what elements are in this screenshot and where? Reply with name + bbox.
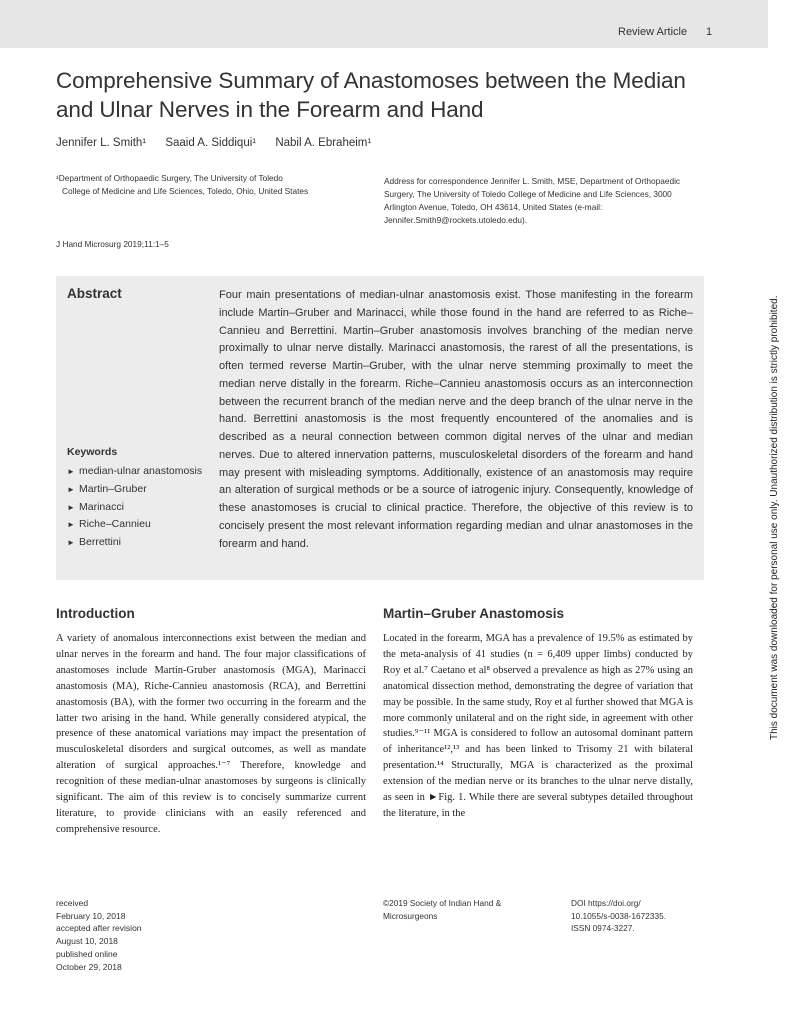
introduction-text: A variety of anomalous interconnections exist between the median and ulnar nerves in the forearm and hand. The four major classifications of anastomoses include Martin-Gruber anastomosis (MGA), Marinacci anastomosis (MA), Riche-Cannieu anastomosis (RCA), and Berrettini anastomosis (BA), with the former two occurring in the forearm and the latter two arising in the hand. While generally considered atypical, the presence of these anatomical variations may impact the presentation of musculoskeletal disorders and surgical outcomes, as well as mandate alteration of surgical approaches.¹⁻⁷ Therefore, knowledge and recognition of these median-ulnar anastomoses by surgeons is clinically significant. The aim of this review is to concisely summarize current literature, to provide clinicians with an easily referenced and comprehensive resource.	[56, 633, 366, 835]
download-notice: This document was downloaded for personal use only. Unauthorized distribution is strictly prohibited.	[769, 295, 780, 740]
arrow-icon: ►	[67, 520, 75, 530]
introduction-heading: Introduction	[56, 606, 135, 621]
doi-label: DOI https://doi.org/	[571, 898, 641, 908]
article-title: Comprehensive Summary of Anastomoses between the Median and Ulnar Nerves in the Forearm and Hand	[56, 68, 686, 122]
journal-citation: J Hand Microsurg 2019;11:1–5	[56, 239, 169, 249]
affiliation-line-1: ¹Department of Orthopaedic Surgery, The University of Toledo	[56, 173, 283, 183]
keyword-item[interactable]: ► Berrettini	[67, 534, 207, 552]
keyword-item[interactable]: ► Marinacci	[67, 499, 207, 517]
published-date: October 29, 2018	[56, 961, 122, 972]
doi-link[interactable]: 10.1055/s-0038-1672335.	[571, 910, 667, 921]
affiliation-line-2: College of Medicine and Life Sciences, Toledo, Ohio, United States	[62, 186, 309, 196]
received-label: received	[56, 898, 89, 908]
keywords-heading: Keywords	[67, 446, 118, 458]
published-label: published online	[56, 948, 118, 959]
keyword-item[interactable]: ► Riche–Cannieu	[67, 516, 207, 534]
mga-text: Located in the forearm, MGA has a prevalence of 19.5% as estimated by the meta-analysis of 41 studies (n = 6,409 upper limbs) conducted by Roy et al.⁷ Caetano et al⁸ observed a prevalence as high as 27% using an anatomical dissection method, demonstrating the degree of variation that may be possible. In the same study, Roy et al further showed that MGA is more commonly unilateral and on the right side, in agreement with other studies.⁹⁻¹¹ MGA is considered to follow an autosomal dominant pattern of inheritance¹²,¹³ and has been linked to Trisomy 21 with bilateral presentation.¹⁴ Structurally, MGA is characterized as the proximal extension of the median nerve or its branches to the ulnar nerve distally, as seen in ►Fig. 1. While there are several subtypes detailed throughout the literature, in the	[383, 633, 693, 819]
keyword-item[interactable]: ► median-ulnar anastomosis	[67, 463, 207, 481]
received-date: February 10, 2018	[56, 910, 126, 921]
accepted-date: August 10, 2018	[56, 936, 118, 947]
keywords-list	[67, 463, 207, 552]
affiliation	[56, 172, 366, 198]
author-list	[56, 137, 387, 149]
arrow-icon: ►	[67, 484, 75, 494]
abstract-heading: Abstract	[67, 286, 122, 301]
mga-heading: Martin–Gruber Anastomosis	[383, 606, 565, 621]
author-3: Nabil A. Ebraheim¹	[275, 137, 372, 149]
header-band	[0, 0, 768, 48]
arrow-icon: ►	[67, 502, 75, 512]
author-2: Saaid A. Siddiqui¹	[165, 137, 257, 149]
arrow-icon: ►	[67, 538, 75, 547]
arrow-icon: ►	[67, 467, 75, 476]
keyword-item[interactable]: ► Martin–Gruber	[67, 481, 207, 499]
author-1: Jennifer L. Smith¹	[56, 137, 147, 149]
doi-block	[571, 897, 721, 935]
correspondence-address: Address for correspondence Jennifer L. Smith, MSE, Department of Orthopaedic Surgery, The University of Toledo College of Medicine and Life Sciences, 3000 Arlington Avenue, Toledo, OH 43614, United States (e-mail: Jennifer.Smith9@rockets.utoledo.edu).	[384, 176, 681, 225]
abstract-text: Four main presentations of median-ulnar anastomosis exist. Those manifesting in the forearm include Martin–Gruber and Marinacci, while those found in the hand are referred to as Riche–Cannieu and Berrettini. Martin–Gruber anastomosis involves branching of the median nerve proximally to ulnar nerve distally. Marinacci anastomosis, the rarest of all the presentations, is often termed reverse Martin–Gruber, with the ulnar nerve stemming proximally to meet the median nerve distally in the forearm. Riche–Cannieu anastomosis occurs as an interconnection between the recurrent branch of the median nerve and the deep branch of the ulnar nerve in the hand. Berrettini anastomosis is the most frequently encountered of the anomalies and is described as a neural connection between common digital nerves of the ulnar and median nerves. Due to altered innervation patterns, musculoskeletal disorders of the forearm and hand may present with misleading symptoms. Additionally, existence of an anastomosis may require an alteration of surgical methods or be a source of iatrogenic injury. Consequently, knowledge of these anastomoses is crucial to clinical practice. Therefore, the objective of this review is to concisely present the most relevant information regarding median and ulnar anastomoses in the forearm and hand.	[219, 289, 693, 550]
article-history	[56, 897, 256, 973]
accepted-label: accepted after revision	[56, 923, 142, 934]
article-type-label: Review Article	[618, 26, 688, 38]
copyright-notice: ©2019 Society of Indian Hand & Microsurgeons	[383, 898, 502, 921]
issn: ISSN 0974-3227.	[571, 923, 635, 934]
page-number: 1	[706, 26, 713, 38]
